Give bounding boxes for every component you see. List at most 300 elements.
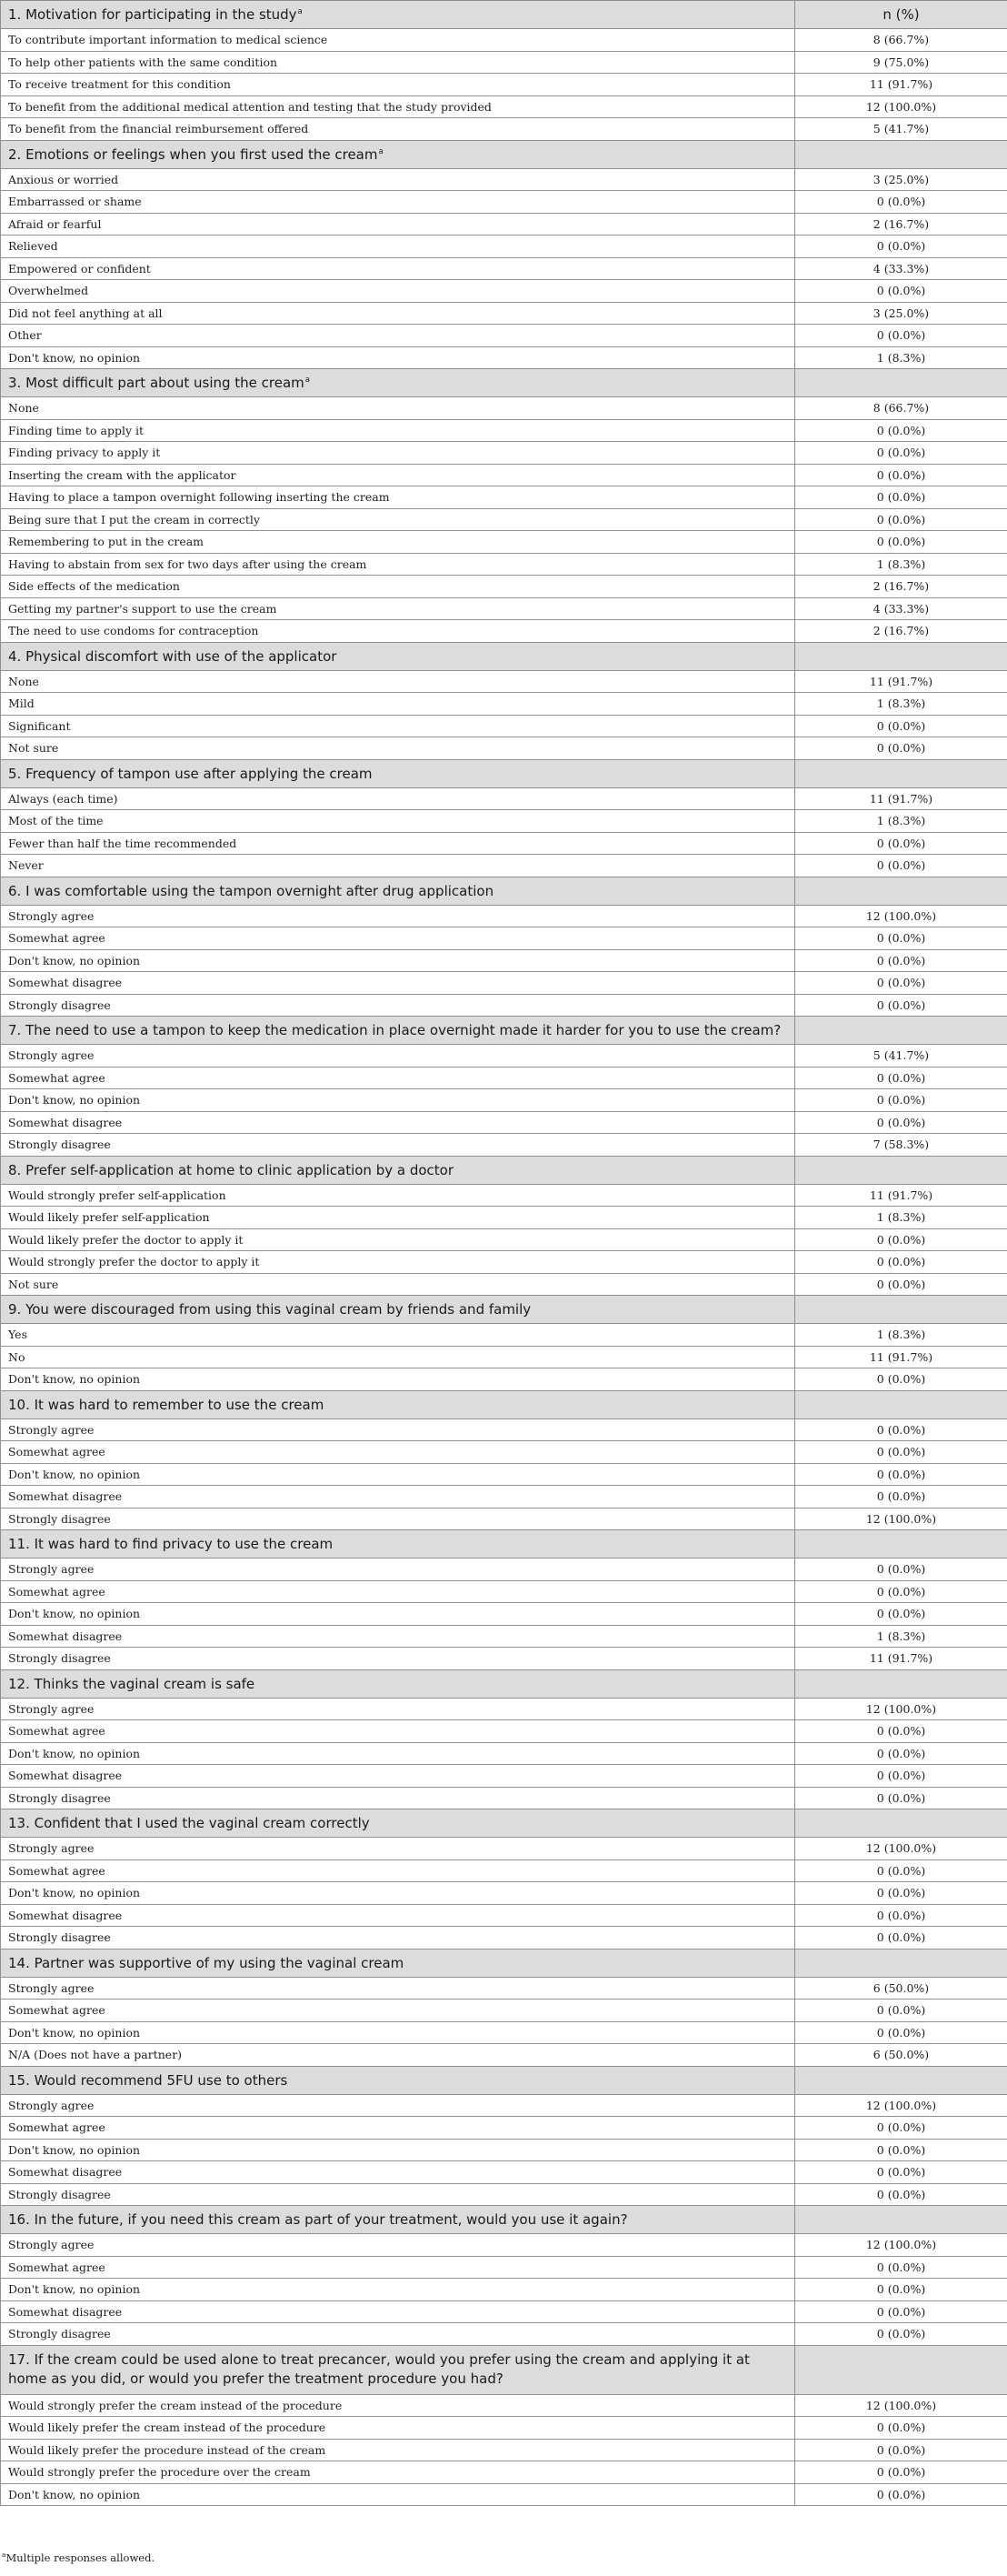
section-title: 4. Physical discomfort with use of the applicator (8, 647, 337, 665)
footnote-marker: a (297, 7, 303, 16)
section-title: 1. Motivation for participating in the study (8, 6, 297, 23)
section-header-row (1, 1949, 1007, 1977)
response-label: Side effects of the medication (1, 576, 795, 598)
response-label: Not sure (1, 1273, 795, 1296)
response-label: Anxious or worried (1, 168, 795, 191)
column-header-cell (795, 1, 1007, 29)
response-value: 5 (41.7%) (795, 118, 1007, 141)
response-label: Mild (1, 693, 795, 716)
footnote-marker: a (378, 146, 384, 156)
table-row (1, 346, 1007, 369)
section-header-row (1, 1530, 1007, 1559)
section-header-row (1, 1296, 1007, 1324)
table-row (1, 1273, 1007, 1296)
response-value: 0 (0.0%) (795, 1273, 1007, 1296)
response-label: Not sure (1, 737, 795, 760)
response-value: 11 (91.7%) (795, 1184, 1007, 1207)
response-label: Don't know, no opinion (1, 949, 795, 972)
table-row (1, 1859, 1007, 1882)
response-value: 0 (0.0%) (795, 2000, 1007, 2022)
response-value: 5 (41.7%) (795, 1045, 1007, 1067)
response-label: Strongly agree (1, 1838, 795, 1860)
response-label: Somewhat disagree (1, 1765, 795, 1788)
response-label: Overwhelmed (1, 280, 795, 303)
response-value: 1 (8.3%) (795, 553, 1007, 576)
section-title-cell (1, 2345, 795, 2394)
section-title: 15. Would recommend 5FU use to others (8, 2071, 288, 2089)
response-label: Relieved (1, 236, 795, 258)
response-value: 11 (91.7%) (795, 787, 1007, 810)
response-value: 7 (58.3%) (795, 1134, 1007, 1157)
table-row (1, 95, 1007, 118)
table-row (1, 1742, 1007, 1765)
response-label: Somewhat agree (1, 2000, 795, 2022)
section-title-cell (1, 2206, 795, 2234)
table-row (1, 51, 1007, 74)
table-row (1, 1559, 1007, 1581)
table-row (1, 2000, 1007, 2022)
response-value: 0 (0.0%) (795, 191, 1007, 214)
response-value: 0 (0.0%) (795, 1089, 1007, 1112)
response-value: 0 (0.0%) (795, 2461, 1007, 2484)
response-label: To contribute important information to medical science (1, 29, 795, 52)
response-value: 9 (75.0%) (795, 51, 1007, 74)
response-value: 0 (0.0%) (795, 1251, 1007, 1274)
response-value: 3 (25.0%) (795, 302, 1007, 325)
table-row (1, 927, 1007, 950)
response-label: Somewhat disagree (1, 2161, 795, 2184)
section-title-cell (1, 759, 795, 787)
response-label: Being sure that I put the cream in correctly (1, 508, 795, 531)
response-value: 11 (91.7%) (795, 670, 1007, 693)
response-label: Fewer than half the time recommended (1, 832, 795, 855)
response-value: 0 (0.0%) (795, 2021, 1007, 2044)
section-title-cell (1, 140, 795, 168)
response-label: Somewhat disagree (1, 1111, 795, 1134)
table-row (1, 1698, 1007, 1720)
table-row (1, 1441, 1007, 1464)
table-row (1, 2021, 1007, 2044)
column-header-cell (795, 1949, 1007, 1977)
response-value: 12 (100.0%) (795, 1698, 1007, 1720)
response-label: Never (1, 855, 795, 877)
response-value: 0 (0.0%) (795, 2300, 1007, 2323)
section-title: 11. It was hard to find privacy to use the cream (8, 1536, 334, 1552)
footnote-text: Multiple responses allowed. (5, 2551, 155, 2564)
table-row (1, 1368, 1007, 1391)
table-row (1, 1508, 1007, 1530)
section-header-row (1, 1809, 1007, 1838)
table-row (1, 236, 1007, 258)
column-header-cell (795, 140, 1007, 168)
section-title-cell (1, 642, 795, 670)
table-row (1, 2417, 1007, 2440)
section-title-cell (1, 1017, 795, 1045)
response-label: Somewhat disagree (1, 1625, 795, 1648)
table-row (1, 2044, 1007, 2067)
response-label: Strongly agree (1, 2094, 795, 2117)
table-row (1, 213, 1007, 236)
column-header-n-percent: n (%) (882, 6, 920, 23)
response-value: 0 (0.0%) (795, 1859, 1007, 1882)
section-title: 9. You were discouraged from using this vaginal cream by friends and family (8, 1301, 532, 1318)
response-label: Don't know, no opinion (1, 2279, 795, 2301)
response-label: Strongly agree (1, 1045, 795, 1067)
response-value: 0 (0.0%) (795, 2161, 1007, 2184)
section-title-cell (1, 1296, 795, 1324)
response-label: Most of the time (1, 810, 795, 833)
section-header-row (1, 1156, 1007, 1184)
response-value: 0 (0.0%) (795, 419, 1007, 442)
response-label: Significant (1, 715, 795, 737)
response-value: 0 (0.0%) (795, 508, 1007, 531)
table-row (1, 620, 1007, 643)
response-value: 4 (33.3%) (795, 257, 1007, 280)
response-value: 0 (0.0%) (795, 1111, 1007, 1134)
section-title: 7. The need to use a tampon to keep the medication in place overnight made it harder for you to use the cream? (8, 1022, 782, 1038)
table-row (1, 1207, 1007, 1229)
section-header-row (1, 1017, 1007, 1045)
column-header-cell (795, 642, 1007, 670)
section-title: 2. Emotions or feelings when you first used the cream (8, 145, 378, 163)
section-title: 3. Most difficult part about using the cream (8, 375, 304, 391)
section-header-row (1, 140, 1007, 168)
response-label: None (1, 397, 795, 420)
table-row (1, 972, 1007, 995)
table-row (1, 191, 1007, 214)
section-title-cell (1, 1530, 795, 1559)
column-header-cell (795, 1296, 1007, 1324)
table-row (1, 168, 1007, 191)
table-row (1, 486, 1007, 509)
response-value: 12 (100.0%) (795, 1838, 1007, 1860)
footnote-marker: a (304, 376, 311, 385)
response-value: 1 (8.3%) (795, 693, 1007, 716)
response-value: 0 (0.0%) (795, 1742, 1007, 1765)
response-label: Somewhat agree (1, 2256, 795, 2279)
response-value: 0 (0.0%) (795, 1559, 1007, 1581)
table-row (1, 693, 1007, 716)
response-label: Strongly agree (1, 1698, 795, 1720)
section-header-row (1, 2206, 1007, 2234)
response-label: Remembering to put in the cream (1, 531, 795, 554)
column-header-cell (795, 1390, 1007, 1418)
table-row (1, 1251, 1007, 1274)
response-value: 0 (0.0%) (795, 442, 1007, 465)
response-label: Somewhat agree (1, 1067, 795, 1089)
response-value: 0 (0.0%) (795, 1787, 1007, 1809)
section-title-cell (1, 1390, 795, 1418)
section-title: 5. Frequency of tampon use after applying the cream (8, 765, 373, 782)
response-value: 0 (0.0%) (795, 1486, 1007, 1509)
table-row (1, 1228, 1007, 1251)
table-row (1, 2461, 1007, 2484)
response-value: 0 (0.0%) (795, 927, 1007, 950)
response-label: Somewhat disagree (1, 1486, 795, 1509)
response-value: 0 (0.0%) (795, 855, 1007, 877)
response-value: 0 (0.0%) (795, 2483, 1007, 2506)
response-label: Don't know, no opinion (1, 1368, 795, 1391)
response-label: Strongly agree (1, 905, 795, 927)
table-row (1, 508, 1007, 531)
response-label: Don't know, no opinion (1, 1882, 795, 1905)
response-value: 0 (0.0%) (795, 486, 1007, 509)
table-row (1, 118, 1007, 141)
section-header-row (1, 759, 1007, 787)
response-label: Don't know, no opinion (1, 1463, 795, 1486)
response-label: Strongly disagree (1, 994, 795, 1017)
table-row (1, 1346, 1007, 1368)
table-row (1, 832, 1007, 855)
response-label: Strongly agree (1, 1559, 795, 1581)
section-title-cell (1, 877, 795, 905)
response-value: 2 (16.7%) (795, 576, 1007, 598)
response-value: 12 (100.0%) (795, 2394, 1007, 2417)
response-label: Yes (1, 1324, 795, 1347)
response-value: 6 (50.0%) (795, 2044, 1007, 2067)
response-label: Would likely prefer the cream instead of the procedure (1, 2417, 795, 2440)
response-value: 12 (100.0%) (795, 2234, 1007, 2257)
response-value: 0 (0.0%) (795, 2139, 1007, 2161)
footnote-mark: a (2, 2551, 6, 2560)
response-label: Somewhat agree (1, 1720, 795, 1743)
section-title: 13. Confident that I used the vaginal cream correctly (8, 1815, 370, 1831)
response-label: Did not feel anything at all (1, 302, 795, 325)
table-row (1, 2094, 1007, 2117)
table-row (1, 1882, 1007, 1905)
response-value: 2 (16.7%) (795, 213, 1007, 236)
response-label: Strongly agree (1, 1418, 795, 1441)
response-value: 12 (100.0%) (795, 905, 1007, 927)
table-row (1, 1603, 1007, 1626)
table-row (1, 737, 1007, 760)
table-row (1, 397, 1007, 420)
section-title-cell (1, 369, 795, 397)
response-label: Getting my partner's support to use the cream (1, 597, 795, 620)
response-value: 0 (0.0%) (795, 1441, 1007, 1464)
column-header-cell (795, 877, 1007, 905)
column-header-cell (795, 1017, 1007, 1045)
column-header-cell (795, 369, 1007, 397)
section-header-row (1, 2345, 1007, 2394)
response-value: 11 (91.7%) (795, 74, 1007, 96)
response-label: Would likely prefer the procedure instead of the cream (1, 2439, 795, 2461)
response-label: To help other patients with the same condition (1, 51, 795, 74)
section-title-cell (1, 1669, 795, 1698)
column-header-cell (795, 1530, 1007, 1559)
response-label: Having to place a tampon overnight following inserting the cream (1, 486, 795, 509)
response-label: Strongly agree (1, 1977, 795, 2000)
column-header-cell (795, 2066, 1007, 2094)
section-title-cell (1, 1949, 795, 1977)
section-header-row (1, 1, 1007, 29)
response-label: Somewhat disagree (1, 2300, 795, 2323)
table-row (1, 1089, 1007, 1112)
response-label: Strongly disagree (1, 1787, 795, 1809)
section-title-cell (1, 1809, 795, 1838)
response-value: 0 (0.0%) (795, 325, 1007, 347)
section-header-row (1, 1669, 1007, 1698)
response-label: Embarrassed or shame (1, 191, 795, 214)
table-row (1, 2300, 1007, 2323)
response-value: 0 (0.0%) (795, 2323, 1007, 2346)
response-value: 6 (50.0%) (795, 1977, 1007, 2000)
table-row (1, 715, 1007, 737)
response-label: Don't know, no opinion (1, 346, 795, 369)
table-row (1, 2439, 1007, 2461)
section-title: 8. Prefer self-application at home to clinic application by a doctor (8, 1161, 454, 1178)
table-row (1, 1324, 1007, 1347)
column-header-cell (795, 1669, 1007, 1698)
section-title: 16. In the future, if you need this cream as part of your treatment, would you use it again? (8, 2211, 628, 2228)
table-row (1, 1045, 1007, 1067)
survey-table-body (1, 1, 1007, 2506)
section-header-row (1, 2066, 1007, 2094)
table-row (1, 2256, 1007, 2279)
table-row (1, 531, 1007, 554)
response-value: 0 (0.0%) (795, 2439, 1007, 2461)
response-label: Having to abstain from sex for two days after using the cream (1, 553, 795, 576)
table-row (1, 2117, 1007, 2140)
response-label: Empowered or confident (1, 257, 795, 280)
table-row (1, 1787, 1007, 1809)
response-label: Don't know, no opinion (1, 1603, 795, 1626)
response-value: 0 (0.0%) (795, 464, 1007, 486)
table-row (1, 1904, 1007, 1927)
table-row (1, 810, 1007, 833)
table-footnote (0, 2551, 155, 2564)
response-value: 0 (0.0%) (795, 949, 1007, 972)
response-label: Don't know, no opinion (1, 1089, 795, 1112)
section-title-cell (1, 2066, 795, 2094)
response-label: Would strongly prefer the cream instead of the procedure (1, 2394, 795, 2417)
table-row (1, 2394, 1007, 2417)
table-row (1, 1134, 1007, 1157)
response-label: Other (1, 325, 795, 347)
response-value: 1 (8.3%) (795, 810, 1007, 833)
table-row (1, 2183, 1007, 2206)
response-label: Somewhat agree (1, 1859, 795, 1882)
section-title: 6. I was comfortable using the tampon overnight after drug application (8, 882, 494, 899)
response-value: 0 (0.0%) (795, 531, 1007, 554)
section-title-cell (1, 1, 795, 29)
response-label: Finding time to apply it (1, 419, 795, 442)
response-label: Somewhat agree (1, 2117, 795, 2140)
response-value: 0 (0.0%) (795, 2117, 1007, 2140)
response-value: 1 (8.3%) (795, 1324, 1007, 1347)
table-row (1, 29, 1007, 52)
table-row (1, 1486, 1007, 1509)
response-label: Inserting the cream with the applicator (1, 464, 795, 486)
response-value: 12 (100.0%) (795, 2094, 1007, 2117)
table-row (1, 1184, 1007, 1207)
response-label: To benefit from the additional medical attention and testing that the study provided (1, 95, 795, 118)
table-row (1, 1625, 1007, 1648)
response-value: 0 (0.0%) (795, 2417, 1007, 2440)
response-label: No (1, 1346, 795, 1368)
response-value: 4 (33.3%) (795, 597, 1007, 620)
table-row (1, 1838, 1007, 1860)
response-label: Don't know, no opinion (1, 2139, 795, 2161)
response-value: 8 (66.7%) (795, 397, 1007, 420)
section-title: 12. Thinks the vaginal cream is safe (8, 1675, 255, 1692)
response-label: Would likely prefer the doctor to apply it (1, 1228, 795, 1251)
response-value: 0 (0.0%) (795, 737, 1007, 760)
response-value: 8 (66.7%) (795, 29, 1007, 52)
response-label: Afraid or fearful (1, 213, 795, 236)
response-value: 12 (100.0%) (795, 95, 1007, 118)
response-value: 11 (91.7%) (795, 1346, 1007, 1368)
table-row (1, 576, 1007, 598)
response-value: 0 (0.0%) (795, 1418, 1007, 1441)
table-row (1, 2323, 1007, 2346)
response-label: Strongly disagree (1, 1508, 795, 1530)
table-row (1, 1648, 1007, 1670)
response-label: Somewhat agree (1, 1580, 795, 1603)
table-row (1, 2139, 1007, 2161)
table-row (1, 1463, 1007, 1486)
response-value: 2 (16.7%) (795, 620, 1007, 643)
response-label: To benefit from the financial reimbursement offered (1, 118, 795, 141)
response-value: 0 (0.0%) (795, 1368, 1007, 1391)
table-row (1, 1720, 1007, 1743)
response-value: 0 (0.0%) (795, 280, 1007, 303)
table-row (1, 280, 1007, 303)
response-label: Would strongly prefer the doctor to apply it (1, 1251, 795, 1274)
column-header-cell (795, 759, 1007, 787)
response-label: Somewhat disagree (1, 972, 795, 995)
response-value: 0 (0.0%) (795, 2256, 1007, 2279)
response-label: Strongly disagree (1, 2323, 795, 2346)
table-row (1, 787, 1007, 810)
table-row (1, 325, 1007, 347)
response-label: Would likely prefer self-application (1, 1207, 795, 1229)
column-header-cell (795, 2345, 1007, 2394)
table-row (1, 1067, 1007, 1089)
response-value: 0 (0.0%) (795, 2279, 1007, 2301)
response-label: To receive treatment for this condition (1, 74, 795, 96)
response-value: 0 (0.0%) (795, 972, 1007, 995)
response-label: Would strongly prefer self-application (1, 1184, 795, 1207)
table-row (1, 553, 1007, 576)
response-label: Always (each time) (1, 787, 795, 810)
section-header-row (1, 877, 1007, 905)
column-header-cell (795, 2206, 1007, 2234)
table-row (1, 1418, 1007, 1441)
section-header-row (1, 369, 1007, 397)
response-label: Somewhat agree (1, 1441, 795, 1464)
response-label: N/A (Does not have a partner) (1, 2044, 795, 2067)
response-value: 0 (0.0%) (795, 1720, 1007, 1743)
table-row (1, 597, 1007, 620)
response-label: The need to use condoms for contraception (1, 620, 795, 643)
response-value: 11 (91.7%) (795, 1648, 1007, 1670)
table-row (1, 2483, 1007, 2506)
response-value: 1 (8.3%) (795, 1207, 1007, 1229)
response-value: 0 (0.0%) (795, 1463, 1007, 1486)
table-row (1, 994, 1007, 1017)
response-value: 0 (0.0%) (795, 1580, 1007, 1603)
section-title: 10. It was hard to remember to use the cream (8, 1396, 324, 1413)
table-row (1, 1977, 1007, 2000)
table-row (1, 2234, 1007, 2257)
table-row (1, 442, 1007, 465)
table-row (1, 1765, 1007, 1788)
response-value: 0 (0.0%) (795, 1603, 1007, 1626)
response-value: 0 (0.0%) (795, 236, 1007, 258)
response-value: 0 (0.0%) (795, 1882, 1007, 1905)
table-row (1, 1580, 1007, 1603)
